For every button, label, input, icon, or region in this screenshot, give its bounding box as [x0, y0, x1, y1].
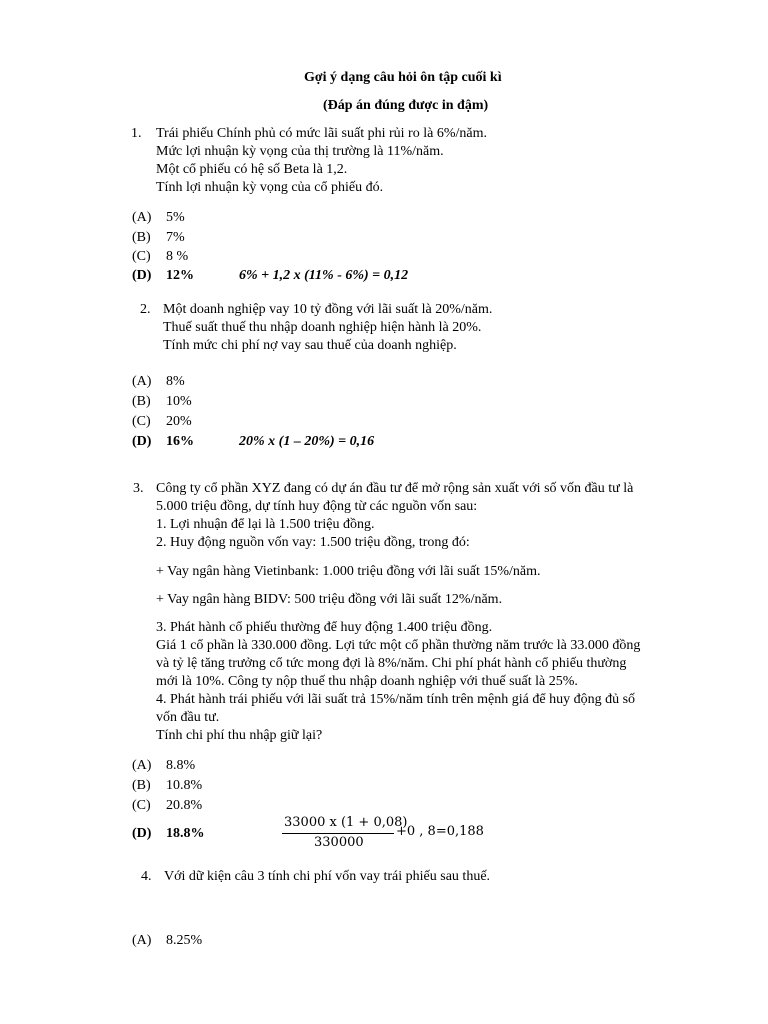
option-label: (A) [132, 758, 152, 773]
option-value: 8.25% [166, 933, 203, 948]
page-subtitle: (Đáp án đúng được in đậm) [323, 98, 489, 113]
option-value: 8% [166, 374, 185, 389]
option-d-correct [132, 825, 205, 843]
question-number: 4. [141, 869, 152, 884]
question-text-line: 3. Phát hành cổ phiếu thường để huy động 1.400 triệu đồng. [156, 620, 493, 635]
question-text-line: Tính lợi nhuận kỳ vọng của cổ phiếu đó. [156, 180, 384, 195]
page-title: Gợi ý dạng câu hỏi ôn tập cuối kì [304, 70, 502, 85]
option-value: 8.8% [166, 758, 196, 773]
question-text-line: Giá 1 cổ phần là 330.000 đồng. Lợi tức một cổ phần thường năm trước là 33.000 đồng [156, 638, 641, 653]
option-label: (C) [132, 798, 151, 813]
question-text-line: Với dữ kiện câu 3 tính chi phí vốn vay trái phiếu sau thuế. [164, 869, 491, 884]
option-c [132, 248, 188, 266]
question-text-line: Thuế suất thuế thu nhập doanh nghiệp hiện hành là 20%. [163, 320, 482, 335]
question-text-line: Công ty cổ phần XYZ đang có dự án đầu tư để mở rộng sản xuất với số vốn đầu tư là [156, 481, 634, 496]
option-value: 18.8% [166, 826, 205, 841]
option-c [132, 797, 202, 815]
question-text-line: Tính chi phí thu nhập giữ lại? [156, 728, 323, 743]
question-text-line: 4. Phát hành trái phiếu với lãi suất trả 15%/năm tính trên mệnh giá để huy động đủ số [156, 692, 636, 707]
answer-formula: 20% x (1 – 20%) = 0,16 [239, 434, 375, 449]
question-text-line: Một cổ phiếu có hệ số Beta là 1,2. [156, 162, 348, 177]
answer-formula-fraction [280, 814, 484, 854]
question-text-line: Trái phiếu Chính phủ có mức lãi suất phi rủi ro là 6%/năm. [156, 126, 487, 141]
fraction-denominator: 330000 [314, 835, 364, 850]
question-text-line: + Vay ngân hàng BIDV: 500 triệu đồng với lãi suất 12%/năm. [156, 592, 503, 607]
option-value: 20.8% [166, 798, 203, 813]
option-c [132, 413, 192, 431]
fraction-numerator: 33000 x (1 + 0,08) [284, 815, 408, 830]
option-label: (C) [132, 414, 151, 429]
option-label: (D) [132, 434, 152, 449]
option-a [132, 757, 195, 775]
question-number: 3. [133, 481, 144, 496]
option-label: (D) [132, 826, 152, 841]
question-text-line: Một doanh nghiệp vay 10 tỷ đồng với lãi suất là 20%/năm. [163, 302, 493, 317]
option-b [132, 393, 192, 411]
option-value: 7% [166, 230, 185, 245]
option-label: (D) [132, 268, 152, 283]
option-label: (A) [132, 210, 152, 225]
question-text-line: + Vay ngân hàng Vietinbank: 1.000 triệu đồng với lãi suất 15%/năm. [156, 564, 541, 579]
question-text-line: 5.000 triệu đồng, dự tính huy động từ các nguồn vốn sau: [156, 499, 478, 514]
option-a [132, 932, 202, 950]
option-b [132, 229, 185, 247]
option-d-correct [132, 433, 194, 451]
option-value: 12% [166, 268, 194, 283]
question-text-line: Tính mức chi phí nợ vay sau thuế của doanh nghiệp. [163, 338, 457, 353]
option-label: (A) [132, 933, 152, 948]
question-text-line: vốn đầu tư. [156, 710, 220, 725]
option-label: (C) [132, 249, 151, 264]
option-a [132, 209, 185, 227]
option-label: (A) [132, 374, 152, 389]
option-value: 10% [166, 394, 192, 409]
option-d-correct [132, 267, 194, 285]
fraction-remainder: +0 , 8=0,188 [396, 824, 484, 839]
question-text-line: Mức lợi nhuận kỳ vọng của thị trường là 11%/năm. [156, 144, 444, 159]
option-value: 20% [166, 414, 192, 429]
option-label: (B) [132, 230, 151, 245]
option-value: 16% [166, 434, 194, 449]
option-b [132, 777, 202, 795]
question-text-line: và tỷ lệ tăng trưởng cổ tức mong đợi là 8%/năm. Chi phí phát hành cổ phiếu thường [156, 656, 627, 671]
question-text-line: 1. Lợi nhuận để lại là 1.500 triệu đồng. [156, 517, 375, 532]
option-value: 8 % [166, 249, 189, 264]
option-label: (B) [132, 778, 151, 793]
option-label: (B) [132, 394, 151, 409]
question-number: 1. [131, 126, 142, 141]
question-text-line: mới là 10%. Công ty nộp thuế thu nhập doanh nghiệp với thuế suất là 25%. [156, 674, 578, 689]
option-value: 5% [166, 210, 185, 225]
option-a [132, 373, 185, 391]
question-text-line: 2. Huy động nguồn vốn vay: 1.500 triệu đồng, trong đó: [156, 535, 470, 550]
answer-formula: 6% + 1,2 x (11% - 6%) = 0,12 [239, 268, 409, 283]
question-number: 2. [140, 302, 151, 317]
option-value: 10.8% [166, 778, 203, 793]
